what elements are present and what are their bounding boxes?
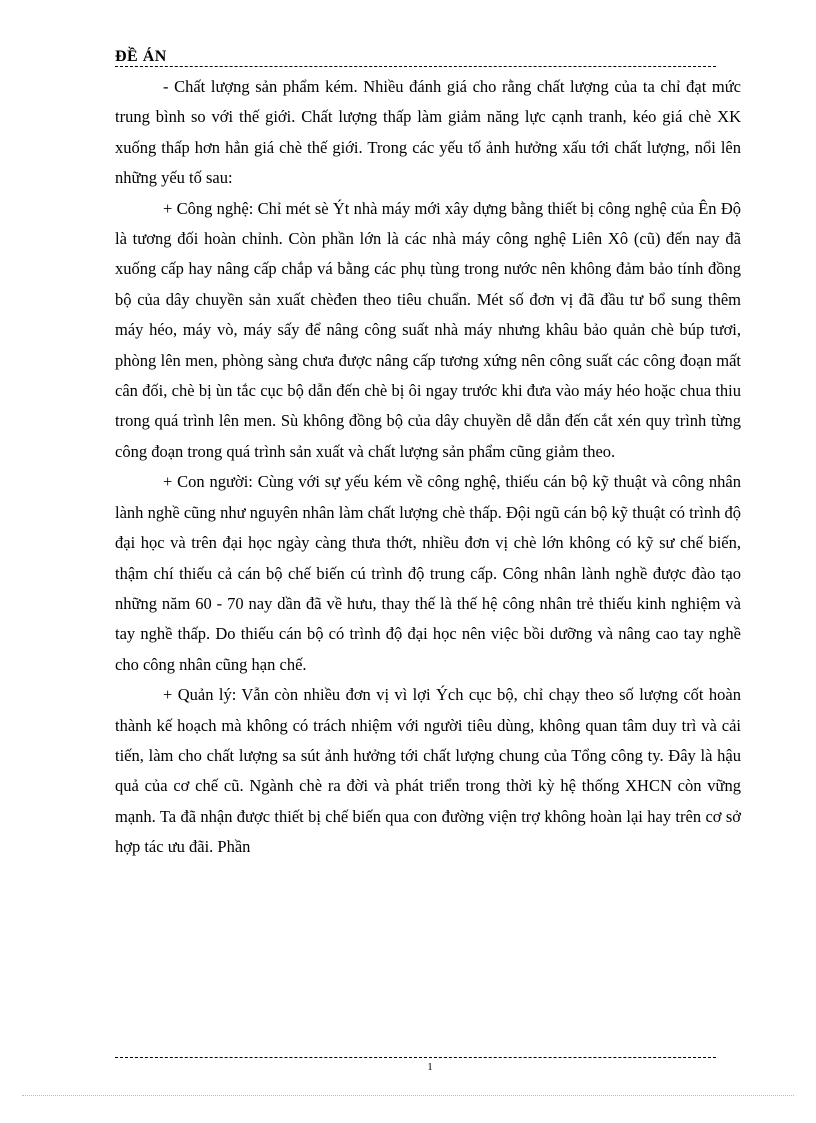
- paragraph-product-quality: - Chất lượng sản phẩm kém. Nhiều đánh giá cho rằng chất lượng của ta chỉ đạt mức trung bình so với thế giới. Chất lượng thấp làm giảm năng lực cạnh tranh, kéo giá chè XK xuống thấp hơn hẳn giá chè thế giới. Trong các yếu tố ảnh hưởng xấu tới chất lượng, nổi lên những yếu tố sau:: [115, 77, 741, 188]
- paragraph-people: + Con người: Cùng với sự yếu kém về công nghệ, thiếu cán bộ kỹ thuật và công nhân lành nghề cũng như nguyên nhân làm chất lượng chè thấp. Đội ngũ cán bộ kỹ thuật có trình độ đại học và trên đại học ngày càng thưa thớt, nhiều đơn vị chè lớn không có kỹ sư chế biến, thậm chí thiếu cả cán bộ chế biến cú trình độ trung cấp. Công nhân lành nghề được đào tạo những năm 60 - 70 nay dần đã về hưu, thay thế là thế hệ công nhân trẻ thiếu kinh nghiệm và tay nghề thấp. Do thiếu cán bộ có trình độ đại học nên việc bồi dưỡng và nâng cao tay nghề cho công nhân cũng hạn chế.: [115, 472, 741, 674]
- header-divider: [115, 66, 716, 67]
- page-edge-line: [22, 1095, 794, 1096]
- footer-divider: [115, 1057, 716, 1058]
- document-body: [115, 72, 741, 863]
- page-header-title: ĐỀ ÁN: [115, 48, 167, 65]
- page-number: 1: [427, 1061, 433, 1073]
- paragraph-technology: + Công nghệ: Chỉ mét sè Ýt nhà máy mới xây dựng bằng thiết bị công nghệ của Ên Độ là tương đối hoàn chỉnh. Còn phần lớn là các nhà máy công nghệ Liên Xô (cũ) đến nay đã xuống cấp hay nâng cấp chắp vá bằng các phụ tùng trong nước nên không đảm bảo tính đồng bộ của dây chuyền sản xuất chèđen theo tiêu chuẩn. Mét số đơn vị đã đầu tư bổ sung thêm máy héo, máy vò, máy sấy để nâng công suất nhà máy nhưng khâu bảo quản chè búp tươi, phòng lên men, phòng sàng chưa được nâng cấp tương xứng nên công suất các công đoạn mất cân đối, chè bị ùn tắc cục bộ dẫn đến chè bị ôi ngay trước khi đưa vào máy héo hoặc chua thiu trong quá trình lên men. Sù không đồng bộ của dây chuyền dễ dẫn đến cắt xén quy trình từng công đoạn trong quá trình sản xuất và chất lượng sản phẩm cũng giảm theo.: [115, 198, 741, 461]
- paragraph-management: + Quản lý: Vẫn còn nhiều đơn vị vì lợi Ých cục bộ, chỉ chạy theo số lượng cốt hoàn thành kế hoạch mà không có trách nhiệm với người tiêu dùng, không quan tâm duy trì và cải tiến, làm cho chất lượng sa sút ảnh hưởng tới chất lượng chung của Tổng công ty. Đây là hậu quả của cơ chế cũ. Ngành chè ra đời và phát triển trong thời kỳ hệ thống XHCN còn vững mạnh. Ta đã nhận được thiết bị chế biến qua con đường viện trợ không hoàn lại hay trên cơ sở hợp tác ưu đãi. Phần: [115, 685, 741, 857]
